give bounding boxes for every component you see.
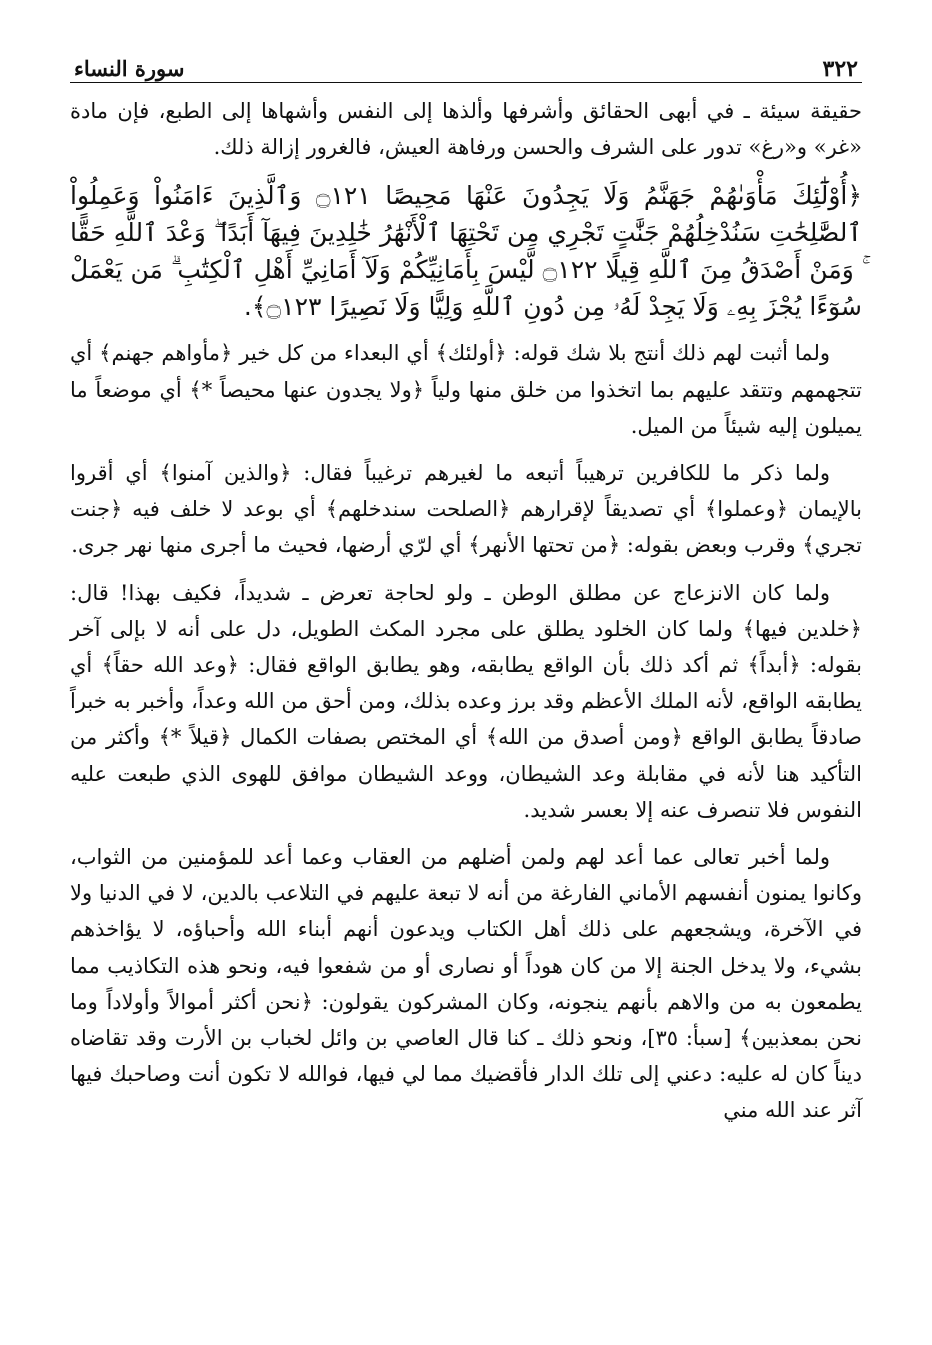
- paragraph-2: ولما أثبت لهم ذلك أنتج بلا شك قوله: ﴿أولئك﴾ أي البعداء من كل خير ﴿مأواهم جهنم﴾ أي تتجهمهم وتتقد عليهم بما اتخذوا من خلق منها ولياً ﴿ولا يجدون عنها محيصاً *﴾ أي موضعاً ما يميلون إليه شيئاً من الميل.: [70, 341, 862, 438]
- paragraph-4: ولما كان الانزعاج عن مطلق الوطن ـ ولو لحاجة تعرض ـ شديداً، فكيف بهذا! قال: ﴿خلدين فيها﴾ ولما كان الخلود يطلق على مجرد المكث الطويل، دل على أنه لا بإلى آخر بقوله: ﴿أبداً﴾ ثم أكد ذلك بأن الواقع يطابقه، وهو يطابق الواقع فقال: ﴿وعد الله حقاً﴾ أي يطابقه الواقع، لأنه الملك الأعظم وقد برز وعده بذلك، ومن أحق من الله وعداً، وأخبر به خبراً صادقاً يطابق الواقع ﴿ومن أصدق من الله﴾ أي المختص بصفات الكمال ﴿قيلاً *﴾ وأكثر من التأكيد هنا لأنه في مقابلة وعد الشيطان، ووعد الشيطان موافق للهوى الذي طبعت عليه النفوس فلا تنصرف عنه إلا بعسر شديد.: [70, 580, 862, 822]
- page-number: ٣٢٢: [822, 56, 858, 82]
- paragraph-3: ولما ذكر ما للكافرين ترهيباً أتبعه ما لغيرهم ترغيباً فقال: ﴿والذين آمنوا﴾ أي أقروا بالإيمان ﴿وعملوا﴾ أي تصديقاً لإقرارهم ﴿الصلحت سندخلهم﴾ أي بوعد لا خلف فيه ﴿جنت تجري﴾ وقرب وبعض بقوله: ﴿من تحتها الأنهر﴾ أي لرّي أرضها، فحيث ما أجرى منها نهر جرى.: [70, 461, 862, 558]
- surah-title: سورة النساء: [74, 56, 185, 81]
- paragraph-5: ولما أخبر تعالى عما أعد لهم ولمن أضلهم من العقاب وعما أعد للمؤمنين من الثواب، وكانوا يمنون أنفسهم الأماني الفارغة من أنه لا تبعة عليهم في التلاعب بالدين، لا في الدنيا ولا في الآخرة، ويشجعهم على ذلك أهل الكتاب ويدعون أنهم أبناء الله وأحباؤه، لا يؤاخذهم بشيء، ولا يدخل الجنة إلا من كان هوداً أو نصارى أو من شفعوا فيه، ونحو هذه التكاذيب مما يطمعون به من والاهم بأنهم ينجونه، وكان المشركون يقولون: ﴿نحن أكثر أموالاً وأولاداً وما نحن بمعذبين﴾ [سبأ: ٣٥]، ونحو ذلك ـ كنا قال العاصي بن وائل لخباب بن الأرت وقد تقاضاه ديناً كان له عليه: دعني إلى تلك الدار فأقضيك مما لي فيها، فوالله لا تكون أنت وصاحبك فيها آثر عند الله مني: [70, 845, 862, 1123]
- quran-verse-block: ﴿أُوْلَٰٓئِكَ مَأْوَىٰهُمْ جَهَنَّمُ وَلَا يَجِدُونَ عَنْهَا مَحِيصًا ۝١٢١ وَٱلَّذِينَ ءَامَنُواْ وَعَمِلُواْ ٱلصَّٰلِحَٰتِ سَنُدْخِلُهُمْ جَنَّٰتٍ تَجْرِي مِن تَحْتِهَا ٱلْأَنْهَٰرُ خَٰلِدِينَ فِيهَآ أَبَدًا ۖ وَعْدَ ٱللَّهِ حَقًّا ۚ وَمَنْ أَصْدَقُ مِنَ ٱللَّهِ قِيلًا ۝١٢٢ لَّيْسَ بِأَمَانِيِّكُمْ وَلَآ أَمَانِيِّ أَهْلِ ٱلْكِتَٰبِ ۗ مَن يَعْمَلْ سُوٓءًا يُجْزَ بِهِۦ وَلَا يَجِدْ لَهُۥ مِن دُونِ ٱللَّهِ وَلِيًّا وَلَا نَصِيرًا ۝١٢٣﴾.: [70, 181, 862, 322]
- page-header: [70, 52, 862, 83]
- book-page: [70, 52, 862, 1129]
- page-body: [70, 93, 862, 1129]
- paragraph-1: حقيقة سيئة ـ في أبهى الحقائق وأشرفها وألذها إلى النفس وأشهاها إلى الطبع، فإن مادة «غر» و«رغ» تدور على الشرف والحسن ورفاهة العيش، فالغرور إزالة ذلك.: [70, 99, 862, 160]
